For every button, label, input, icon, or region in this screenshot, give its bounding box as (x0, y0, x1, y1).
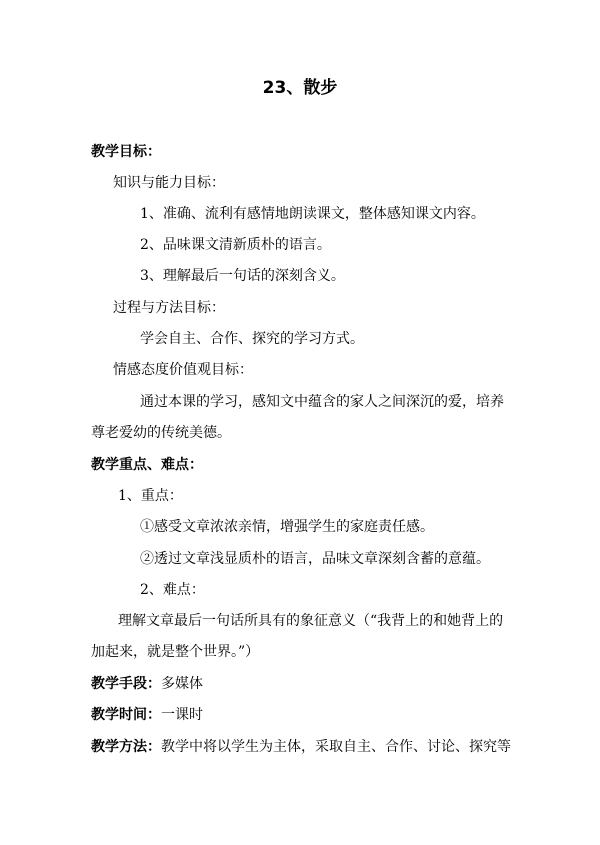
key-points-heading: 教学重点、难点： (91, 457, 203, 473)
teaching-method-label: 教学方法： (91, 739, 161, 755)
difficulty-text-continued: 加起来，就是整个世界。”） (91, 644, 260, 660)
teaching-means-label: 教学手段： (91, 676, 161, 692)
teaching-means-value: 多媒体 (161, 676, 203, 692)
focus-label: 1、重点： (118, 488, 183, 504)
focus-item: ①感受文章浓浓亲情，增强学生的家庭责任感。 (140, 519, 434, 535)
teaching-time-label: 教学时间： (91, 707, 161, 723)
teaching-means-row (91, 674, 203, 694)
knowledge-goal-item: 1、准确、流利有感情地朗读课文，整体感知课文内容。 (140, 206, 485, 222)
difficulty-label: 2、难点： (140, 582, 205, 598)
knowledge-goal-item: 3、理解最后一句话的深刻含义。 (140, 268, 345, 284)
knowledge-goals-label: 知识与能力目标： (113, 175, 225, 191)
teaching-method-value: 教学中将以学生为主体，采取自主、合作、讨论、探究等 (161, 739, 511, 755)
teaching-goals-heading: 教学目标： (91, 144, 161, 160)
emotion-goals-text: 通过本课的学习，感知文中蕴含的家人之间深沉的爱，培养 (140, 394, 504, 410)
process-goals-label: 过程与方法目标： (113, 300, 225, 316)
focus-item: ②透过文章浅显质朴的语言，品味文章深刻含蓄的意蕴。 (140, 551, 490, 567)
emotion-goals-label: 情感态度价值观目标： (113, 362, 253, 378)
difficulty-text: 理解文章最后一句话所具有的象征意义（“我背上的和她背上的 (118, 613, 504, 629)
process-goals-text: 学会自主、合作、探究的学习方式。 (140, 331, 364, 347)
teaching-method-row (91, 737, 511, 757)
teaching-time-value: 一课时 (161, 707, 203, 723)
page-title: 23、散步 (262, 78, 338, 98)
emotion-goals-text-continued: 尊老爱幼的传统美德。 (91, 425, 231, 441)
knowledge-goal-item: 2、品味课文清新质朴的语言。 (140, 237, 331, 253)
teaching-time-row (91, 705, 203, 725)
